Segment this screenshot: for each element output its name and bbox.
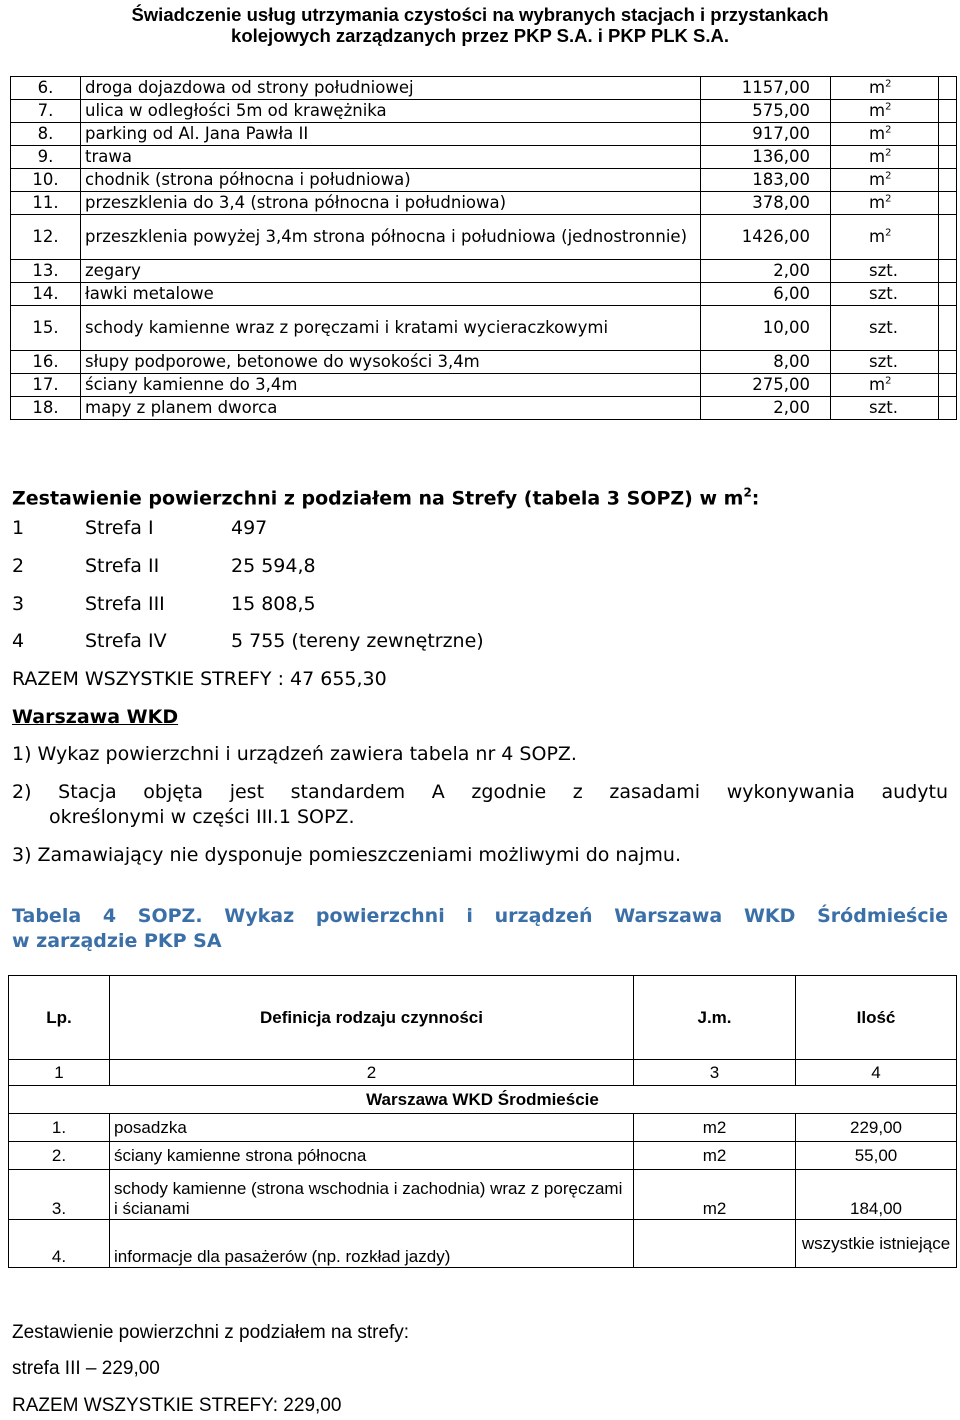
row-quantity: 10,00 xyxy=(701,306,831,351)
table-row xyxy=(11,397,957,420)
section-row xyxy=(9,1086,957,1114)
table-row xyxy=(11,215,957,260)
zone-row: 4 Strefa IV 5 755 (tereny zewnętrzne) xyxy=(12,630,484,652)
row-unit xyxy=(831,397,939,420)
row-number: 15. xyxy=(11,306,81,351)
row-quantity: 1157,00 xyxy=(701,77,831,100)
empty-cell xyxy=(939,283,957,306)
column-number: 1 xyxy=(9,1060,110,1086)
row-quantity: 8,00 xyxy=(701,351,831,374)
row-description: trawa xyxy=(81,146,701,169)
row-unit: m2 xyxy=(634,1170,796,1220)
empty-cell xyxy=(939,397,957,420)
row-unit xyxy=(831,374,939,397)
unit-superscript: 2 xyxy=(885,170,892,182)
unit-text: m xyxy=(869,101,886,120)
row-quantity: 1426,00 xyxy=(701,215,831,260)
zone-row: 2 Strefa II 25 594,8 xyxy=(12,555,316,577)
row-quantity: 575,00 xyxy=(701,100,831,123)
unit-superscript: 2 xyxy=(885,375,892,387)
row-unit xyxy=(831,146,939,169)
table-row xyxy=(11,123,957,146)
unit-text: m xyxy=(869,193,886,212)
row-quantity: 2,00 xyxy=(701,397,831,420)
empty-cell xyxy=(939,169,957,192)
empty-cell xyxy=(939,146,957,169)
row-unit: m2 xyxy=(634,1114,796,1142)
zones-heading: Zestawienie powierzchni z podziałem na Strefy (tabela 3 SOPZ) w $m^2$: xyxy=(12,486,760,510)
row-description: mapy z planem dworca xyxy=(81,397,701,420)
row-number: 18. xyxy=(11,397,81,420)
row-description: ulica w odległości 5m od krawężnika xyxy=(81,100,701,123)
unit-text: m xyxy=(869,147,886,166)
row-unit xyxy=(831,283,939,306)
unit-superscript: 2 xyxy=(885,193,892,205)
summary-heading: Zestawienie powierzchni z podziałem na strefy: xyxy=(12,1322,410,1343)
row-definition: posadzka xyxy=(110,1114,634,1142)
row-unit xyxy=(831,215,939,260)
row-description: słupy podporowe, betonowe do wysokości 3,4m xyxy=(81,351,701,374)
row-quantity: 917,00 xyxy=(701,123,831,146)
row-unit xyxy=(634,1220,796,1268)
row-number: 17. xyxy=(11,374,81,397)
unit-superscript: 2 xyxy=(885,227,892,239)
header-line-2: kolejowych zarządzanych przez PKP S.A. i PKP PLK S.A. xyxy=(231,25,729,46)
row-lp: 4. xyxy=(9,1220,110,1268)
row-description: droga dojazdowa od strony południowej xyxy=(81,77,701,100)
column-number: 2 xyxy=(110,1060,634,1086)
row-description: zegary xyxy=(81,260,701,283)
wkd-table xyxy=(8,975,957,1268)
zone-row: 3 Strefa III 15 808,5 xyxy=(12,593,316,615)
row-quantity: 275,00 xyxy=(701,374,831,397)
row-unit xyxy=(831,306,939,351)
row-number: 16. xyxy=(11,351,81,374)
surface-table xyxy=(10,76,957,420)
header-quantity: Ilość xyxy=(796,976,957,1060)
column-number: 4 xyxy=(796,1060,957,1086)
row-definition: ściany kamienne strona północna xyxy=(110,1142,634,1170)
row-number: 9. xyxy=(11,146,81,169)
table-row xyxy=(9,1142,957,1170)
table-row xyxy=(11,100,957,123)
table-row xyxy=(9,1114,957,1142)
row-description: chodnik (strona północna i południowa) xyxy=(81,169,701,192)
row-number: 8. xyxy=(11,123,81,146)
row-unit xyxy=(831,77,939,100)
empty-cell xyxy=(939,215,957,260)
wkd-title: Warszawa WKD xyxy=(12,706,179,728)
unit-text: m xyxy=(869,78,886,97)
row-unit xyxy=(831,100,939,123)
header-definition: Definicja rodzaju czynności xyxy=(110,976,634,1060)
row-lp: 3. xyxy=(9,1170,110,1220)
row-quantity: 229,00 xyxy=(796,1114,957,1142)
unit-superscript: 2 xyxy=(885,124,892,136)
header-unit: J.m. xyxy=(634,976,796,1060)
row-unit xyxy=(831,351,939,374)
table4-title-line-2: w zarządzie PKP SA xyxy=(12,930,222,952)
row-unit xyxy=(831,169,939,192)
unit-superscript: 2 xyxy=(885,147,892,159)
empty-cell xyxy=(939,100,957,123)
empty-cell xyxy=(939,306,957,351)
unit-text: m xyxy=(869,375,886,394)
unit-text: m xyxy=(869,170,886,189)
row-number: 6. xyxy=(11,77,81,100)
wkd-paragraph-2b: określonymi w części III.1 SOPZ. xyxy=(49,806,355,828)
wkd-paragraph-2a: 2) Stacja objęta jest standardem A zgodnie z zasadami wykonywania audytu xyxy=(12,781,948,803)
wkd-paragraph-3: 3) Zamawiający nie dysponuje pomieszczeniami możliwymi do najmu. xyxy=(12,844,681,866)
zone-row: 1 Strefa I 497 xyxy=(12,517,268,539)
table-row xyxy=(9,1220,957,1268)
row-description: schody kamienne wraz z poręczami i kratami wycieraczkowymi xyxy=(81,306,701,351)
unit-text: m xyxy=(869,227,886,246)
column-number-row xyxy=(9,1060,957,1086)
unit-text: szt. xyxy=(869,398,898,417)
column-number: 3 xyxy=(634,1060,796,1086)
summary-total: RAZEM WSZYSTKIE STREFY: 229,00 xyxy=(12,1395,342,1416)
empty-cell xyxy=(939,192,957,215)
row-number: 14. xyxy=(11,283,81,306)
table-row xyxy=(11,146,957,169)
row-number: 12. xyxy=(11,215,81,260)
summary-zone: strefa III – 229,00 xyxy=(12,1358,160,1379)
table-row xyxy=(11,374,957,397)
unit-superscript: 2 xyxy=(885,101,892,113)
row-quantity: 6,00 xyxy=(701,283,831,306)
table-row xyxy=(11,77,957,100)
header-line-1: Świadczenie usług utrzymania czystości na wybranych stacjach i przystankach xyxy=(131,4,829,25)
row-description: ściany kamienne do 3,4m xyxy=(81,374,701,397)
row-lp: 1. xyxy=(9,1114,110,1142)
unit-text: szt. xyxy=(869,284,898,303)
row-quantity: 183,00 xyxy=(701,169,831,192)
empty-cell xyxy=(939,260,957,283)
row-number: 11. xyxy=(11,192,81,215)
row-quantity: wszystkie istniejące xyxy=(796,1220,957,1268)
empty-cell xyxy=(939,123,957,146)
row-number: 7. xyxy=(11,100,81,123)
row-description: ławki metalowe xyxy=(81,283,701,306)
section-title: Warszawa WKD Środmieście xyxy=(9,1086,957,1114)
table-row xyxy=(11,169,957,192)
empty-cell xyxy=(939,351,957,374)
row-quantity: 55,00 xyxy=(796,1142,957,1170)
row-quantity: 184,00 xyxy=(796,1170,957,1220)
table-row xyxy=(11,260,957,283)
zones-total: RAZEM WSZYSTKIE STREFY : 47 655,30 xyxy=(12,668,387,690)
empty-cell xyxy=(939,77,957,100)
row-lp: 2. xyxy=(9,1142,110,1170)
table-row xyxy=(11,192,957,215)
unit-text: szt. xyxy=(869,318,898,337)
wkd-paragraph-1: 1) Wykaz powierzchni i urządzeń zawiera tabela nr 4 SOPZ. xyxy=(12,743,577,765)
document-header xyxy=(0,4,960,46)
row-quantity: 378,00 xyxy=(701,192,831,215)
unit-text: szt. xyxy=(869,352,898,371)
row-number: 10. xyxy=(11,169,81,192)
table-header-row xyxy=(9,976,957,1060)
row-quantity: 136,00 xyxy=(701,146,831,169)
unit-superscript: 2 xyxy=(885,78,892,90)
table-row xyxy=(9,1170,957,1220)
row-description: przeszklenia do 3,4 (strona północna i południowa) xyxy=(81,192,701,215)
row-unit: m2 xyxy=(634,1142,796,1170)
unit-text: szt. xyxy=(869,261,898,280)
row-unit xyxy=(831,260,939,283)
table-row xyxy=(11,306,957,351)
table4-title-line-1: Tabela 4 SOPZ. Wykaz powierzchni i urządzeń Warszawa WKD Śródmieście xyxy=(12,905,948,927)
row-definition: schody kamienne (strona wschodnia i zachodnia) wraz z poręczami i ścianami xyxy=(110,1170,634,1220)
row-unit xyxy=(831,123,939,146)
row-description: przeszklenia powyżej 3,4m strona północna i południowa (jednostronnie) xyxy=(81,215,701,260)
row-definition: informacje dla pasażerów (np. rozkład jazdy) xyxy=(110,1220,634,1268)
row-unit xyxy=(831,192,939,215)
table-row xyxy=(11,351,957,374)
header-lp: Lp. xyxy=(9,976,110,1060)
table-row xyxy=(11,283,957,306)
row-quantity: 2,00 xyxy=(701,260,831,283)
row-description: parking od Al. Jana Pawła II xyxy=(81,123,701,146)
unit-text: m xyxy=(869,124,886,143)
row-number: 13. xyxy=(11,260,81,283)
empty-cell xyxy=(939,374,957,397)
